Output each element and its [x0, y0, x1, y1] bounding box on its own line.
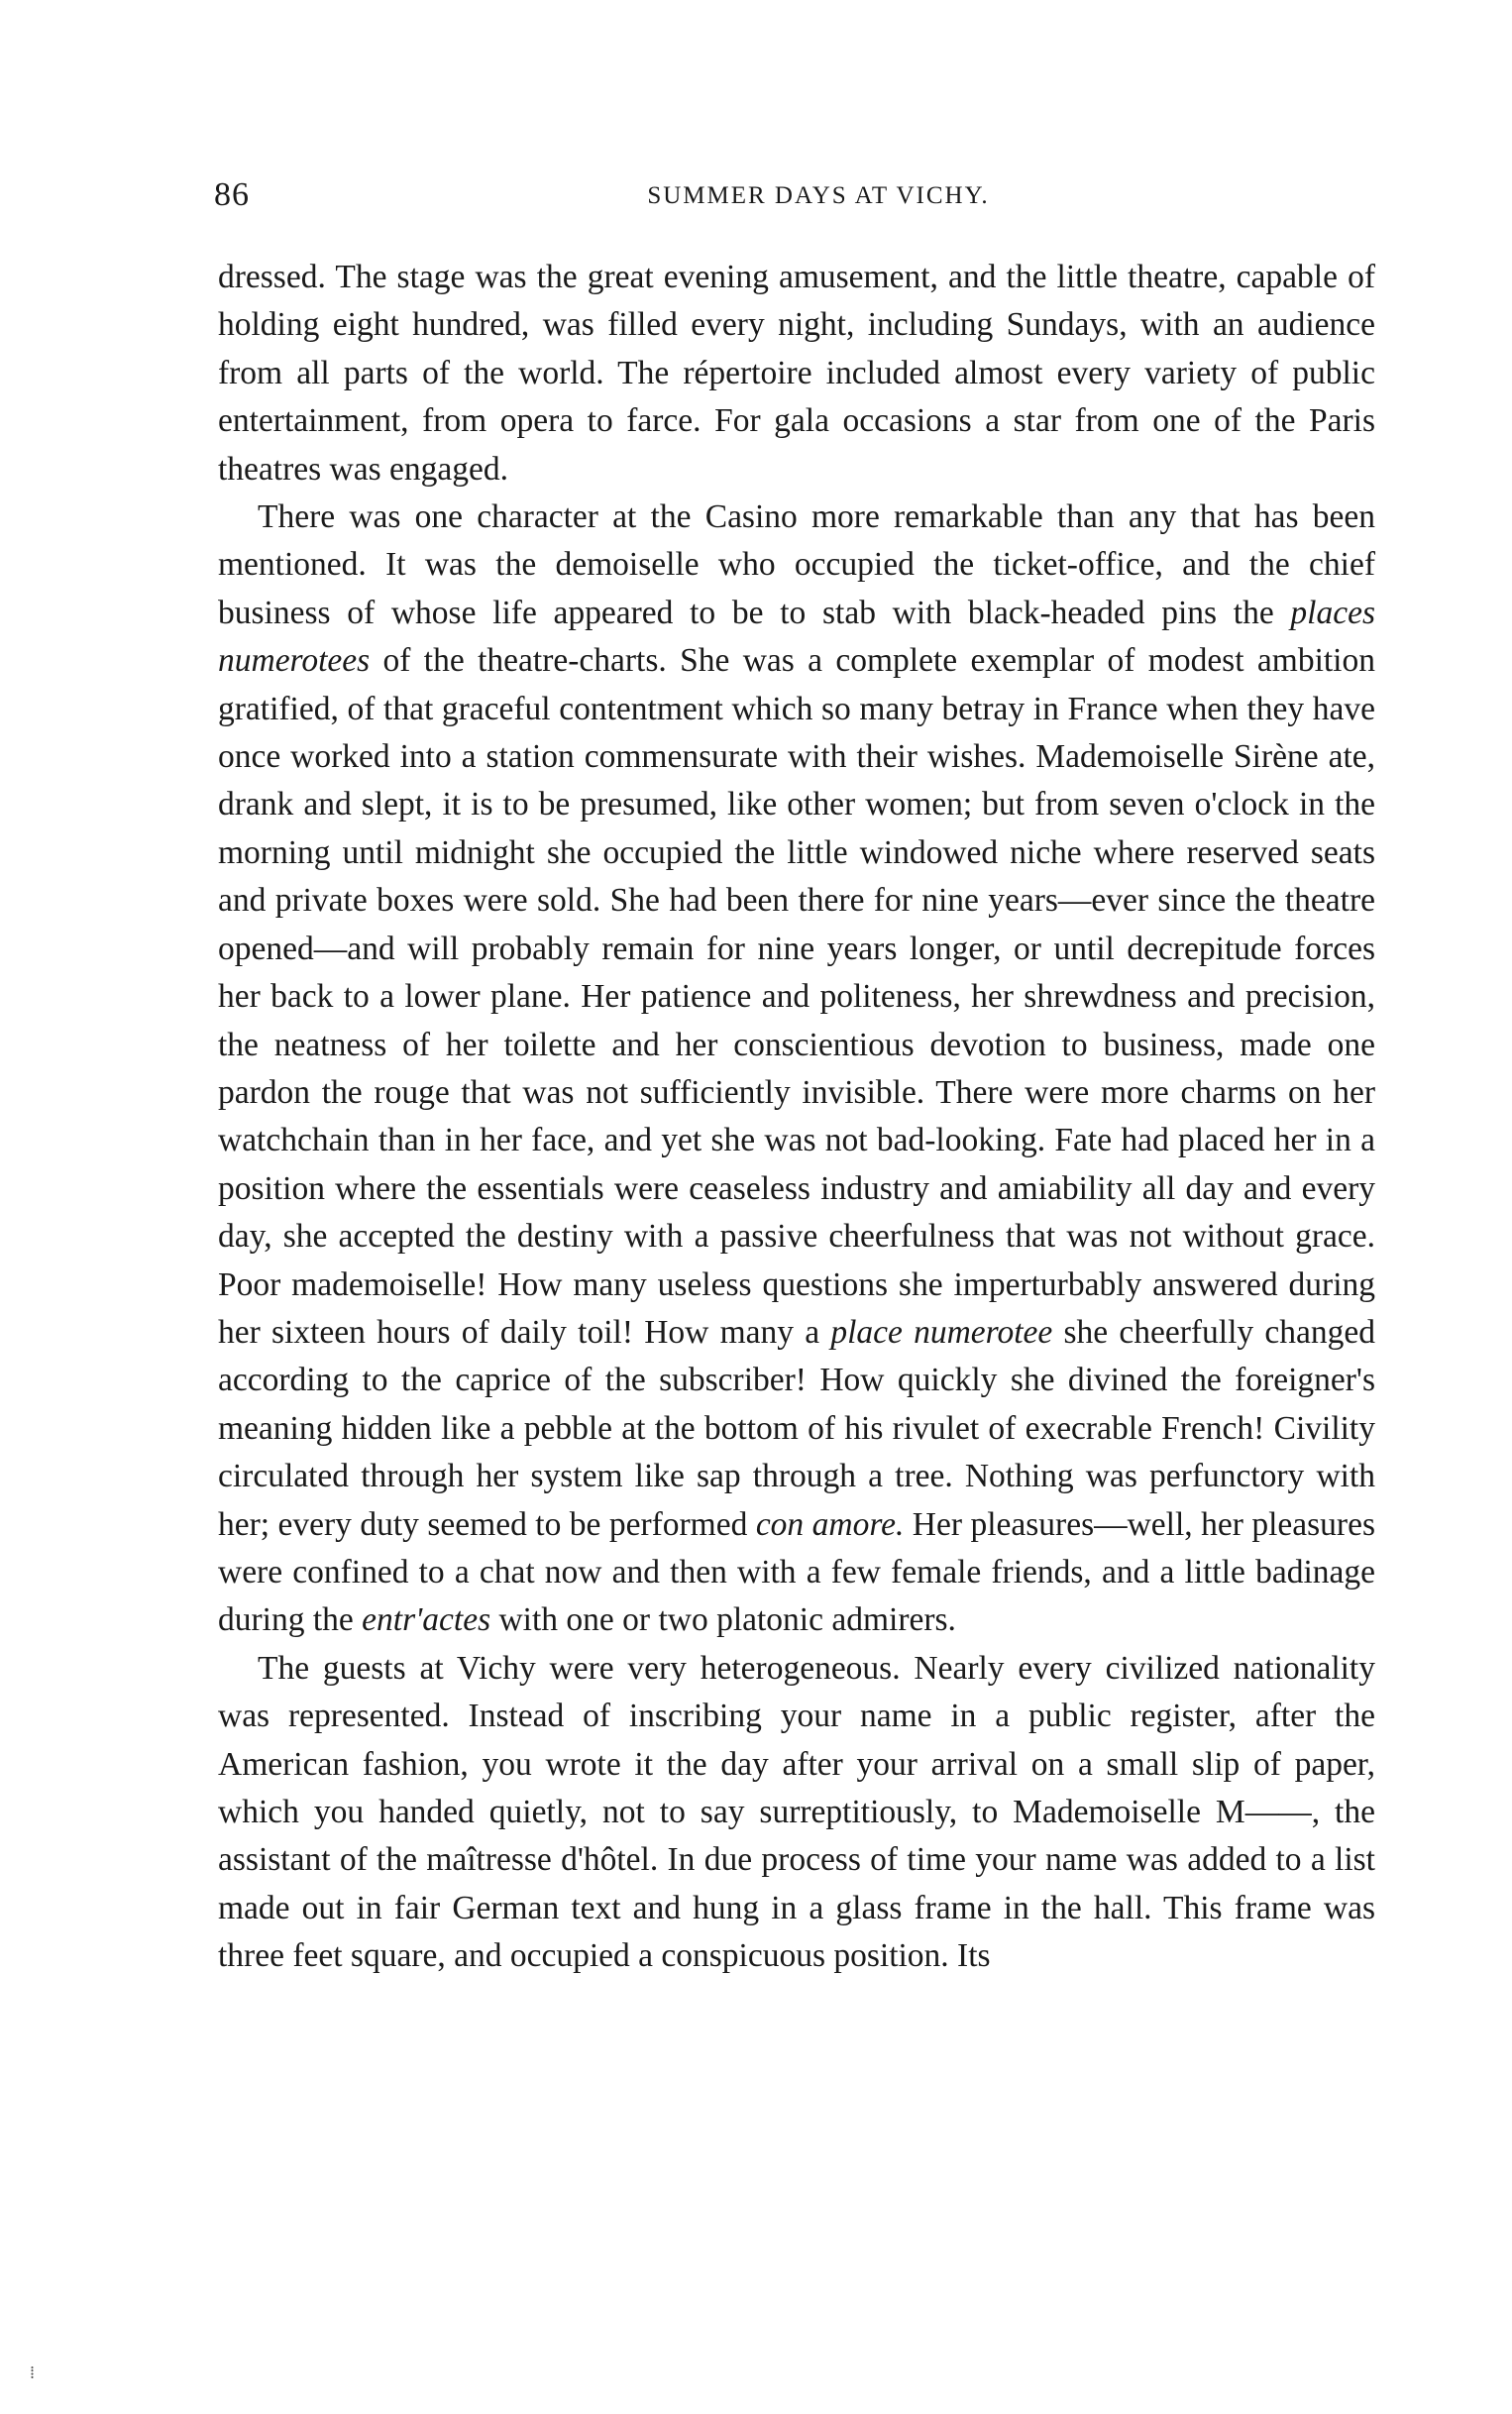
running-title: SUMMER DAYS AT VICHY. [647, 182, 990, 209]
paragraph-2-text-d: Her pleasures—well, her pleasures were confined to a chat now and then with a few female friends, and a little badinage during the [218, 1505, 1375, 1639]
italic-con-amore: con amore. [755, 1505, 905, 1543]
paragraph-2-text-a: There was one character at the Casino more remarkable than any that has been mentioned. It was the demoiselle who occupied the ticket-office, and the chief business of whose life appeared to be to stab with black-headed pins the [218, 498, 1375, 631]
paragraph-1-text: dressed. The stage was the great evening amusement, and the little theatre, capable of holding eight hundred, was filled every night, including Sundays, with an audience from all parts of the world. The répertoire included almost every variety of public entertainment, from opera to farce. For gala occasions a star from one of the Paris theatres was engaged. [218, 259, 1375, 488]
paragraph-3-text: The guests at Vichy were very heterogeneous. Nearly every civilized nationality was represented. Instead of inscribing your name in a public register, after the American fashion, you wrote it the day after your arrival on a small slip of paper, which you handed quietly, not to say surreptitiously, to Mademoiselle M——, the assistant of the maîtresse d'hôtel. In due process of time your name was added to a list made out in fair German text and hung in a glass frame in the hall. This frame was three feet square, and occupied a conspicuous position. Its [218, 1649, 1375, 1975]
paragraph-3 [218, 1645, 1375, 1981]
page-body [218, 254, 1375, 1981]
scan-speck-mark: ⁞ [30, 2362, 36, 2382]
italic-place-numerotee: place numerotee [830, 1313, 1053, 1351]
italic-entractes: entr'actes [362, 1601, 491, 1639]
paragraph-2-text-e: with one or two platonic admirers. [490, 1601, 956, 1639]
page-header [214, 176, 1383, 220]
italic-places-numerotees: places numerotees [218, 594, 1375, 680]
paragraph-2 [218, 494, 1375, 1645]
page-number: 86 [214, 176, 250, 213]
paragraph-2-text-b: of the theatre-charts. She was a complete exemplar of modest ambition gratified, of that graceful contentment which so many betray in France when they have once worked into a station commensurate with their wishes. Mademoiselle Sirène ate, drank and slept, it is to be presumed, like other women; but from seven o'clock in the morning until midnight she occupied the little windowed niche where reserved seats and private boxes were sold. She had been there for nine years—ever since the theatre opened—and will probably remain for nine years longer, or until decrepitude forces her back to a lower plane. Her patience and politeness, her shrewdness and precision, the neatness of her toilette and her conscientious devotion to business, made one pardon the rouge that was not sufficiently invisible. There were more charms on her watchchain than in her face, and yet she was not bad-looking. Fate had placed her in a position where the essentials were ceaseless industry and amiability all day and every day, she accepted the destiny with a passive cheerfulness that was not without grace. Poor mademoiselle! How many useless questions she imperturbably answered during her sixteen hours of daily toil! How many a [218, 642, 1375, 1351]
paragraph-1 [218, 254, 1375, 494]
paragraph-2-text-c: she cheerfully changed according to the caprice of the subscriber! How quickly she divined the foreigner's meaning hidden like a pebble at the bottom of his rivulet of execrable French! Civility circulated through her system like sap through a tree. Nothing was perfunctory with her; every duty seemed to be performed [218, 1313, 1375, 1543]
